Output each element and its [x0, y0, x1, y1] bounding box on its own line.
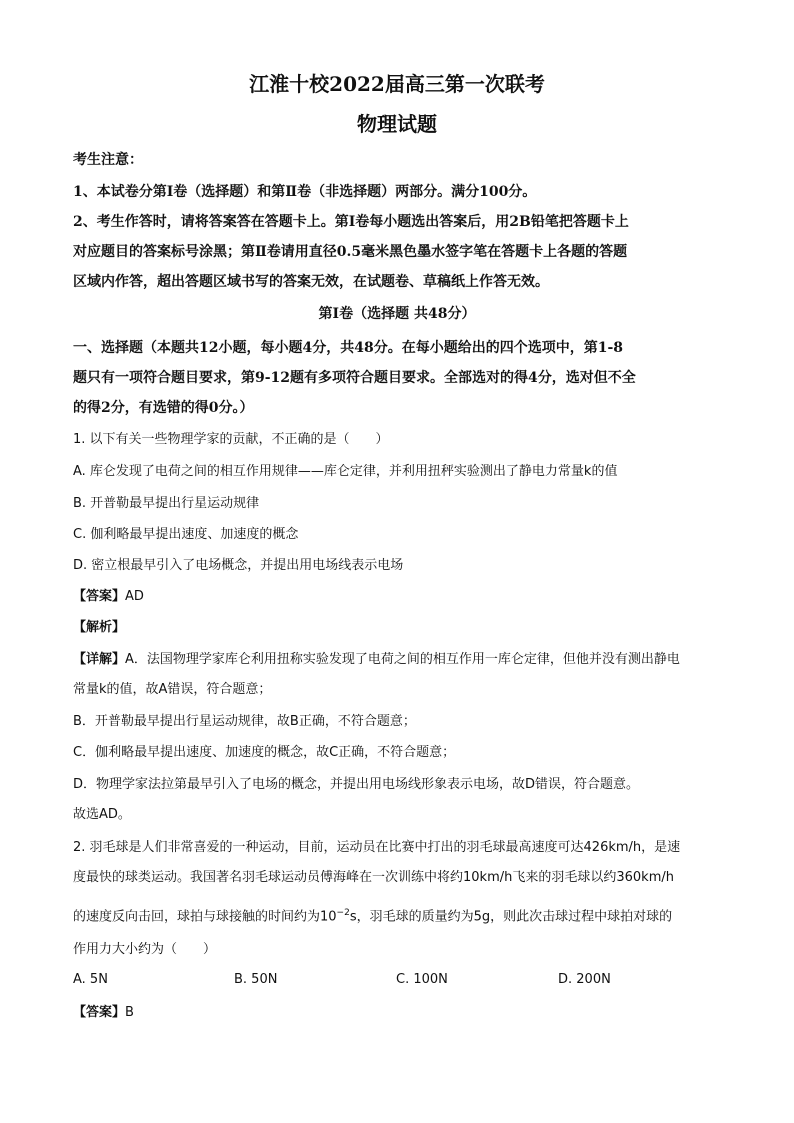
detail-tag: 【详解】: [73, 652, 126, 667]
q2-option-d: D. 200N: [558, 972, 611, 987]
q1-stem: 1. 以下有关一些物理学家的贡献，不正确的是（ ）: [73, 432, 389, 447]
q2-option-b: B. 50N: [234, 972, 278, 987]
q2-stem-line-2: 度最快的球类运动。我国著名羽毛球运动员傅海峰在一次训练中将约10km/h飞来的羽毛球以约360km/h: [73, 870, 674, 885]
q2-stem-line-3-a: 的速度反向击回，球拍与球接触的时间约为10: [73, 909, 337, 925]
q1-option-b: B. 开普勒最早提出行星运动规律: [73, 496, 260, 511]
notice-item-2-line-3: 区域内作答，超出答题区域书写的答案无效，在试题卷、草稿纸上作答无效。: [73, 274, 549, 290]
q2-stem-line-3-b: s，羽毛球的质量约为5g，则此次击球过程中球拍对球的: [349, 909, 673, 925]
q1-answer: AD: [125, 589, 144, 604]
notice-heading: 考生注意：: [73, 152, 143, 168]
q1-detail-line-2: 常量k的值，故A错误，符合题意；: [73, 682, 272, 697]
q1-option-d: D. 密立根最早引入了电场概念，并提出用电场线表示电场: [73, 558, 404, 573]
subject-title: 物理试题: [357, 112, 437, 136]
analysis-tag: 【解析】: [73, 620, 126, 635]
q1-detail-line-5: D．物理学家法拉第最早引入了电场的概念，并提出用电场线形象表示电场，故D错误，符合题意。: [73, 777, 640, 792]
q1-analysis-row: [73, 618, 125, 638]
section-intro-line-2: 题只有一项符合题目要求，第9-12题有多项符合题目要求。全部选对的得4分，选对但不全: [73, 370, 636, 386]
q1-detail-line-3: B．开普勒最早提出行星运动规律，故B正确，不符合题意；: [73, 714, 416, 729]
q2-option-c: C. 100N: [396, 972, 448, 987]
q2-answer: B: [125, 1005, 134, 1020]
notice-item-2-line-1: 2、考生作答时，请将答案答在答题卡上。第Ⅰ卷每小题选出答案后，用2B铅笔把答题卡上: [73, 214, 629, 230]
exam-title: 江淮十校2022届高三第一次联考: [249, 72, 545, 96]
answer-tag: 【答案】: [73, 589, 126, 604]
section-intro-line-1: 一、选择题（本题共12小题，每小题4分，共48分。在每小题给出的四个选项中，第1-8: [73, 340, 623, 356]
q1-option-a: A. 库仑发现了电荷之间的相互作用规律——库仑定律，并利用扭秤实验测出了静电力常量k的值: [73, 464, 618, 479]
notice-item-1: 1、本试卷分第Ⅰ卷（选择题）和第Ⅱ卷（非选择题）两部分。满分100分。: [73, 184, 537, 200]
q1-detail-line-1: [73, 650, 680, 670]
q2-stem-line-3: [73, 903, 672, 927]
q2-answer-row: [73, 1003, 134, 1023]
q2-option-a: A. 5N: [73, 972, 108, 987]
q1-answer-row: [73, 587, 144, 607]
q2-stem-line-1: 2. 羽毛球是人们非常喜爱的一种运动，目前，运动员在比赛中打出的羽毛球最高速度可达426km/h，是速: [73, 840, 681, 855]
q2-exponent: −2: [336, 908, 350, 918]
q1-detail-text-1: A．法国物理学家库仑利用扭称实验发现了电荷之间的相互作用一库仑定律，但他并没有测出静电: [125, 652, 680, 667]
answer-tag: 【答案】: [73, 1005, 126, 1020]
q2-stem-line-4: 作用力大小约为（ ）: [73, 942, 217, 957]
notice-item-2-line-2: 对应题目的答案标号涂黑；第Ⅱ卷请用直径0.5毫米黑色墨水签字笔在答题卡上各题的答题: [73, 244, 628, 260]
q1-detail-line-4: C．伽利略最早提出速度、加速度的概念，故C正确，不符合题意；: [73, 745, 456, 760]
section-heading: 第Ⅰ卷（选择题 共48分）: [318, 306, 476, 322]
q1-option-c: C. 伽利略最早提出速度、加速度的概念: [73, 527, 299, 542]
section-intro-line-3: 的得2分，有选错的得0分。）: [73, 400, 254, 416]
q1-detail-line-6: 故选AD。: [73, 807, 131, 822]
